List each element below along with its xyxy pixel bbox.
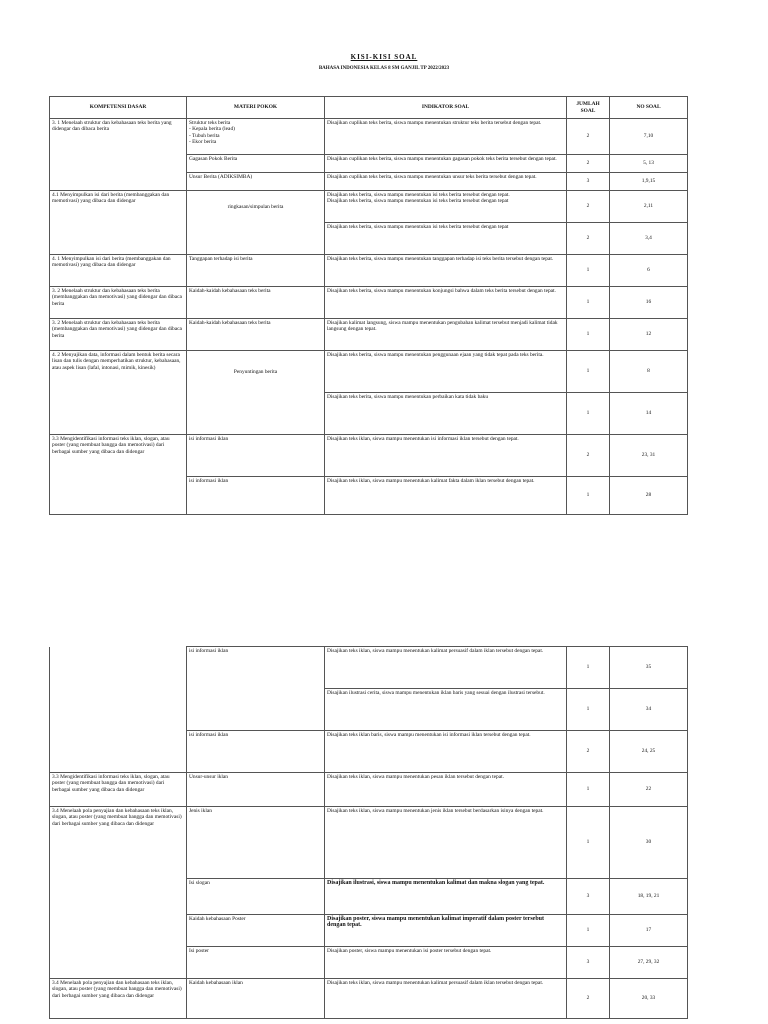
indikator-soal-cell: Disajikan cuplikan teks berita, siswa mampu menentukan unsur teks berita tersebut dengan tepat. <box>325 173 567 191</box>
table-row <box>50 947 688 979</box>
jumlah-soal-cell: 1 <box>567 255 610 287</box>
no-soal-cell: 5, 13 <box>610 155 688 173</box>
table-header-row <box>50 97 688 119</box>
materi-pokok-cell: Kaidah-kaidah kebahasaan teks berita <box>187 319 325 351</box>
indikator-soal-cell: Disajikan teks berita, siswa mampu menentukan konjungsi bahwa dalam teks berita tersebut dengan tepat. <box>325 287 567 319</box>
no-soal-cell: 14 <box>610 393 688 435</box>
jumlah-soal-cell: 1 <box>567 773 610 807</box>
table-row <box>50 173 688 191</box>
jumlah-soal-cell: 2 <box>567 731 610 773</box>
kompetensi-dasar-cell: 3.4 Menelaah pola penyajian dan kebahasaan teks iklan, slogan, atau poster (yang membuat bangga dan memotivasi) dari berbagai sumber yang dibaca dan didengar <box>50 807 187 879</box>
kompetensi-dasar-cell: 3.3 Mengidentifikasi informasi teks iklan, slogan, atau poster (yang membuat bangga dan memotivasi) dari berbagai sumber yang dibaca dan didengar <box>50 435 187 477</box>
kompetensi-dasar-cell: 3. 2 Menelaah struktur dan kebahasaan teks berita (membanggakan dan memotivasi) yang didengar dan dibaca berita <box>50 319 187 351</box>
header-indikator-soal: INDIKATOR SOAL <box>325 97 567 119</box>
jumlah-soal-cell: 1 <box>567 807 610 879</box>
table-row <box>50 879 688 915</box>
header-jumlah-soal: JUMLAH SOAL <box>567 97 610 119</box>
table-row <box>50 731 688 773</box>
indikator-soal-cell: Disajikan poster, siswa mampu menentukan kalimat imperatif dalam poster tersebut dengan tepat. <box>325 915 567 947</box>
indikator-soal-cell: Disajikan teks iklan, siswa mampu menentukan isi informasi iklan tersebut dengan tepat. <box>325 435 567 477</box>
indikator-soal-cell: Disajikan kalimat langsung, siswa mampu menentukan pengubahan kalimat tersebut menjadi kalimat tidak langsung dengan tepat. <box>325 319 567 351</box>
kisi-table-page-2 <box>49 646 688 1019</box>
kompetensi-dasar-cell: 3. 2 Menelaah struktur dan kebahasaan teks berita (membanggakan dan memotivasi) yang didengar dan dibaca berita <box>50 287 187 319</box>
no-soal-cell: 2,11 <box>610 191 688 223</box>
table-row <box>50 807 688 879</box>
materi-pokok-cell: isi informasi iklan <box>187 435 325 477</box>
materi-pokok-cell: Penyuntingan berita <box>187 351 325 393</box>
table-row <box>50 351 688 393</box>
indikator-soal-cell: Disajikan poster, siswa mampu menentukan isi poster tersebut dengan tepat. <box>325 947 567 979</box>
table-row <box>50 287 688 319</box>
jumlah-soal-cell: 1 <box>567 915 610 947</box>
kompetensi-dasar-cell <box>50 689 187 731</box>
jumlah-soal-cell: 1 <box>567 477 610 515</box>
no-soal-cell: 23, 31 <box>610 435 688 477</box>
indikator-soal-cell: Disajikan teks berita, siswa mampu menentukan tanggapan terhadap isi teks berita tersebut dengan tepat. <box>325 255 567 287</box>
no-soal-cell: 22 <box>610 773 688 807</box>
kompetensi-dasar-cell <box>50 731 187 773</box>
jumlah-soal-cell: 2 <box>567 155 610 173</box>
no-soal-cell: 30 <box>610 807 688 879</box>
header-kompetensi-dasar: KOMPETENSI DASAR <box>50 97 187 119</box>
kompetensi-dasar-cell <box>50 947 187 979</box>
materi-pokok-cell: Isi slogan <box>187 879 325 915</box>
materi-pokok-cell: isi informasi iklan <box>187 731 325 773</box>
table-row <box>50 477 688 515</box>
no-soal-cell: 6 <box>610 255 688 287</box>
materi-pokok-cell: Kaidah kebahasaan iklan <box>187 979 325 1019</box>
no-soal-cell: 18, 19, 21 <box>610 879 688 915</box>
table-row <box>50 255 688 287</box>
table-row <box>50 119 688 155</box>
materi-pokok-cell: Isi poster <box>187 947 325 979</box>
indikator-soal-cell: Disajikan teks berita, siswa mampu menentukan isi teks berita tersebut dengan tepat <box>325 223 567 255</box>
table-row <box>50 155 688 173</box>
no-soal-cell: 3,4 <box>610 223 688 255</box>
no-soal-cell: 35 <box>610 647 688 689</box>
page-title: KISI-KISI SOAL <box>350 53 418 61</box>
table-row <box>50 191 688 223</box>
no-soal-cell: 28 <box>610 477 688 515</box>
materi-pokok-cell: Struktur teks berita - Kepala berita (lead) - Tubuh berita - Ekor berita <box>187 119 325 155</box>
jumlah-soal-cell: 1 <box>567 319 610 351</box>
jumlah-soal-cell: 1 <box>567 351 610 393</box>
header-no-soal: NO SOAL <box>610 97 688 119</box>
indikator-soal-cell: Disajikan cuplikan teks berita, siswa mampu menentukan gagasan pokok teks berita tersebut dengan tepat. <box>325 155 567 173</box>
table-row <box>50 393 688 435</box>
kompetensi-dasar-cell <box>50 477 187 515</box>
materi-pokok-cell: Unsur-unsur iklan <box>187 773 325 807</box>
materi-pokok-cell: Unsur Berita (ADIKSIMBA) <box>187 173 325 191</box>
materi-pokok-cell: isi informasi iklan <box>187 477 325 515</box>
indikator-soal-cell: Disajikan teks iklan baris, siswa mampu menentukan isi informasi iklan tersebut dengan tepat. <box>325 731 567 773</box>
jumlah-soal-cell: 2 <box>567 223 610 255</box>
kompetensi-dasar-cell <box>50 223 187 255</box>
materi-pokok-cell <box>187 393 325 435</box>
header-materi-pokok: MATERI POKOK <box>187 97 325 119</box>
no-soal-cell: 17 <box>610 915 688 947</box>
indikator-soal-cell: Disajikan ilustrasi, siswa mampu menentukan kalimat dan makna slogan yang tepat. <box>325 879 567 915</box>
materi-pokok-cell: Tanggapan terhadap isi berita <box>187 255 325 287</box>
indikator-soal-cell: Disajikan cuplikan teks berita, siswa mampu menentukan struktur teks berita tersebut dengan tepat. <box>325 119 567 155</box>
table-row <box>50 435 688 477</box>
kompetensi-dasar-cell <box>50 173 187 191</box>
materi-pokok-cell: Kaidah-kaidah kebahasaan teks berita <box>187 287 325 319</box>
jumlah-soal-cell: 1 <box>567 689 610 731</box>
no-soal-cell: 27, 29, 32 <box>610 947 688 979</box>
no-soal-cell: 12 <box>610 319 688 351</box>
no-soal-cell: 7,10 <box>610 119 688 155</box>
no-soal-cell: 16 <box>610 287 688 319</box>
table-row <box>50 319 688 351</box>
jumlah-soal-cell: 1 <box>567 287 610 319</box>
jumlah-soal-cell: 1 <box>567 647 610 689</box>
jumlah-soal-cell: 3 <box>567 173 610 191</box>
page-subtitle: BAHASA INDONESIA KELAS 8 SM GANJIL TP 2022/2023 <box>318 66 450 71</box>
indikator-soal-cell: Disajikan teks iklan, siswa mampu menentukan kalimat fakta dalam iklan tersebut dengan tepat. <box>325 477 567 515</box>
table-row <box>50 647 688 689</box>
indikator-soal-cell: Disajikan teks iklan, siswa mampu menentukan kalimat persuasif dalam iklan tersebut dengan tepat. <box>325 647 567 689</box>
kompetensi-dasar-cell: 3. 1 Menelaah struktur dan kebahasaan teks berita yang didengar dan dibaca berita <box>50 119 187 155</box>
jumlah-soal-cell: 2 <box>567 435 610 477</box>
no-soal-cell: 20, 33 <box>610 979 688 1019</box>
no-soal-cell: 8 <box>610 351 688 393</box>
table-row <box>50 915 688 947</box>
table-row <box>50 979 688 1019</box>
indikator-soal-cell: Disajikan ilustrasi cerita, siswa mampu menentukan iklan baris yang sesuai dengan ilustrasi tersebut. <box>325 689 567 731</box>
indikator-soal-cell: Disajikan teks iklan, siswa mampu menentukan kalimat persuasif dalam iklan tersebut dengan tepat. <box>325 979 567 1019</box>
kompetensi-dasar-cell: 4. 1 Menyimpulkan isi dari berita (membanggakan dan memotivasi) yang dibaca dan didengar <box>50 255 187 287</box>
indikator-soal-cell: Disajikan teks iklan, siswa mampu menentukan pesan iklan tersebut dengan tepat. <box>325 773 567 807</box>
kompetensi-dasar-cell <box>50 393 187 435</box>
no-soal-cell: 1,9,15 <box>610 173 688 191</box>
kisi-table-page-1 <box>49 96 688 515</box>
kompetensi-dasar-cell <box>50 915 187 947</box>
materi-pokok-cell: Gagasan Pokok Berita <box>187 155 325 173</box>
table-row <box>50 689 688 731</box>
kompetensi-dasar-cell: 4.1 Menyimpulkan isi dari berita (membanggakan dan memotivasi) yang dibaca dan didengar <box>50 191 187 223</box>
kompetensi-dasar-cell: 4. 2 Menyajikan data, informasi dalam bentuk berita secara lisan dan tulis dengan memperhatikan struktur, kebahasaan, atau aspek lisan (lafal, intonasi, mimik, kinesik) <box>50 351 187 393</box>
materi-pokok-cell: ringkasan/simpulan berita <box>187 191 325 223</box>
jumlah-soal-cell: 2 <box>567 191 610 223</box>
jumlah-soal-cell: 3 <box>567 947 610 979</box>
jumlah-soal-cell: 3 <box>567 879 610 915</box>
materi-pokok-cell: Kaidah kebahasaan Poster <box>187 915 325 947</box>
kompetensi-dasar-cell: 3.4 Menelaah pola penyajian dan kebahasaan teks iklan, slogan, atau poster (yang membuat bangga dan memotivasi) dari berbagai sumber yang dibaca dan didengar <box>50 979 187 1019</box>
jumlah-soal-cell: 2 <box>567 979 610 1019</box>
materi-pokok-cell <box>187 223 325 255</box>
materi-pokok-cell: isi informasi iklan <box>187 647 325 689</box>
indikator-soal-cell: Disajikan teks berita, siswa mampu menentukan isi teks berita tersebut dengan tepat. Disajikan teks berita, siswa mampu menentukan isi teks berita tersebut dengan tepat <box>325 191 567 223</box>
kompetensi-dasar-cell <box>50 155 187 173</box>
materi-pokok-cell: Jenis iklan <box>187 807 325 879</box>
jumlah-soal-cell: 1 <box>567 393 610 435</box>
table-row <box>50 223 688 255</box>
indikator-soal-cell: Disajikan teks berita, siswa mampu menentukan perbaikan kata tidak baku <box>325 393 567 435</box>
no-soal-cell: 34 <box>610 689 688 731</box>
jumlah-soal-cell: 2 <box>567 119 610 155</box>
kompetensi-dasar-cell <box>50 647 187 689</box>
indikator-soal-cell: Disajikan teks berita, siswa mampu menentukan penggunaan ejaan yang tidak tepat pada teks berita. <box>325 351 567 393</box>
kompetensi-dasar-cell: 3.3 Mengidentifikasi informasi teks iklan, slogan, atau poster (yang membuat bangga dan memotivasi) dari berbagai sumber yang dibaca dan didengar <box>50 773 187 807</box>
kompetensi-dasar-cell <box>50 879 187 915</box>
no-soal-cell: 24, 25 <box>610 731 688 773</box>
materi-pokok-cell <box>187 689 325 731</box>
table-row <box>50 773 688 807</box>
indikator-soal-cell: Disajikan teks iklan, siswa mampu menentukan jenis iklan tersebut berdasarkan isinya dengan tepat. <box>325 807 567 879</box>
